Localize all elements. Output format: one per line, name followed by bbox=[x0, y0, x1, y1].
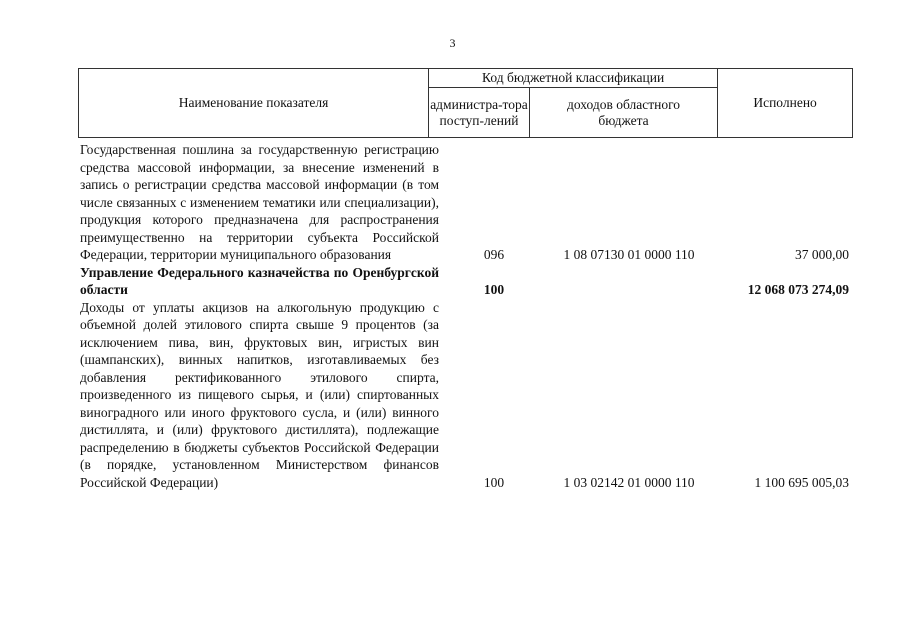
table-header bbox=[78, 68, 853, 138]
page-number: 3 bbox=[449, 36, 456, 50]
row-name: Государственная пошлина за государственную регистрацию средства массовой информации, за внесение изменений в запись о регистрации средства массовой информации (в том числе связанных с изменением тематики или специализации), продукция которого предназначена для распространения преимущественно на территории субъекта Российской Федерации, территории муниципального образования bbox=[80, 142, 439, 262]
row-executed: 12 068 073 274,09 bbox=[747, 282, 849, 297]
table-row bbox=[78, 299, 853, 492]
row-executed: 37 000,00 bbox=[795, 247, 849, 262]
table-row bbox=[78, 141, 853, 264]
header-code-group: Код бюджетной классификации bbox=[429, 69, 718, 88]
row-name: Доходы от уплаты акцизов на алкогольную продукцию с объемной долей этилового спирта свыше 9 процентов (за исключением пива, вин, фруктовых вин, игристых вин (шампанских), винных напитков, изготавливаемых без добавления ректификованного этилового спирта, произведенного из пищевого сырья, и (или) спиртованных виноградного или иного фруктового сусла, и (или) винного дистиллята, и (или) фруктового дистиллята), подлежащие распределению в бюджеты субъектов Российской Федерации (в порядке, установленном Министерством финансов Российской Федерации) bbox=[80, 299, 439, 490]
row-admin-code: 096 bbox=[483, 247, 505, 262]
row-admin-code: 100 bbox=[483, 474, 505, 490]
header-income-column: доходов областного бюджета bbox=[529, 88, 717, 138]
header-admin-column: администра-тора поступ-лений bbox=[429, 88, 530, 138]
row-income-code: 1 03 02142 01 0000 110 bbox=[563, 474, 695, 490]
row-admin-code: 100 bbox=[483, 282, 505, 297]
header-executed-column: Исполнено bbox=[718, 69, 853, 138]
header-name-column: Наименование показателя bbox=[79, 69, 429, 138]
row-name: Управление Федерального казначейства по Оренбургской области bbox=[80, 264, 439, 297]
table-row bbox=[78, 264, 853, 299]
row-income-code: 1 08 07130 01 0000 110 bbox=[563, 247, 695, 262]
table-body bbox=[78, 141, 853, 491]
row-executed: 1 100 695 005,03 bbox=[754, 474, 849, 490]
